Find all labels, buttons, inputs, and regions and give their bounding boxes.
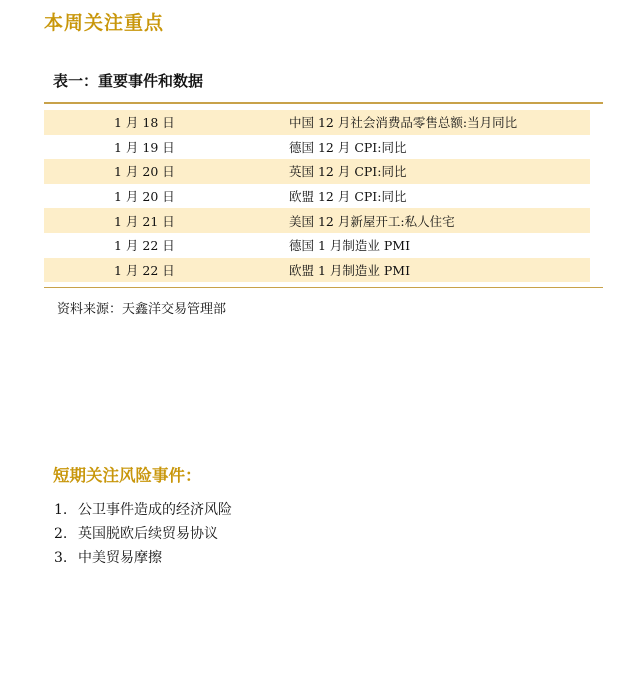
date-cell: 1 月 21 日 [114,213,175,229]
date-cell: 1 月 18 日 [114,115,175,131]
table-row [44,110,590,135]
list-item [54,498,232,522]
event-cell: 欧盟 1 月制造业 PMI [289,262,411,278]
table-row [44,258,590,283]
table-body [44,110,603,282]
page-title: 本周关注重点 [44,12,165,34]
table-row [44,135,590,160]
list-item-number: 3. [54,550,68,566]
date-cell: 1 月 22 日 [114,262,175,278]
table-row [44,233,590,258]
list-item-number: 2. [54,526,68,542]
event-cell: 德国 12 月 CPI:同比 [289,139,407,155]
list-item-number: 1. [54,502,68,518]
risk-section-title: 短期关注风险事件： [53,466,202,485]
event-cell: 美国 12 月新屋开工:私人住宅 [289,213,455,229]
table-row [44,208,590,233]
date-cell: 1 月 19 日 [114,139,175,155]
date-cell: 1 月 20 日 [114,164,175,180]
list-item [54,546,232,570]
events-table [44,102,603,288]
date-cell: 1 月 20 日 [114,189,175,205]
event-cell: 德国 1 月制造业 PMI [289,238,411,254]
date-cell: 1 月 22 日 [114,238,175,254]
list-item-text: 中美贸易摩擦 [78,550,162,566]
table-bottom-rule [44,287,603,288]
list-item [54,522,232,546]
event-cell: 英国 12 月 CPI:同比 [289,164,407,180]
list-item-text: 公卫事件造成的经济风险 [78,502,232,518]
table-top-rule [44,102,603,104]
risk-list [54,498,232,570]
list-item-text: 英国脱欧后续贸易协议 [78,526,218,542]
event-cell: 欧盟 12 月 CPI:同比 [289,189,407,205]
event-cell: 中国 12 月社会消费品零售总额:当月同比 [289,115,518,131]
table-row [44,184,590,209]
table-source-note: 资料来源：天鑫洋交易管理部 [57,302,227,317]
table-title: 表一：重要事件和数据 [53,72,204,90]
table-row [44,159,590,184]
